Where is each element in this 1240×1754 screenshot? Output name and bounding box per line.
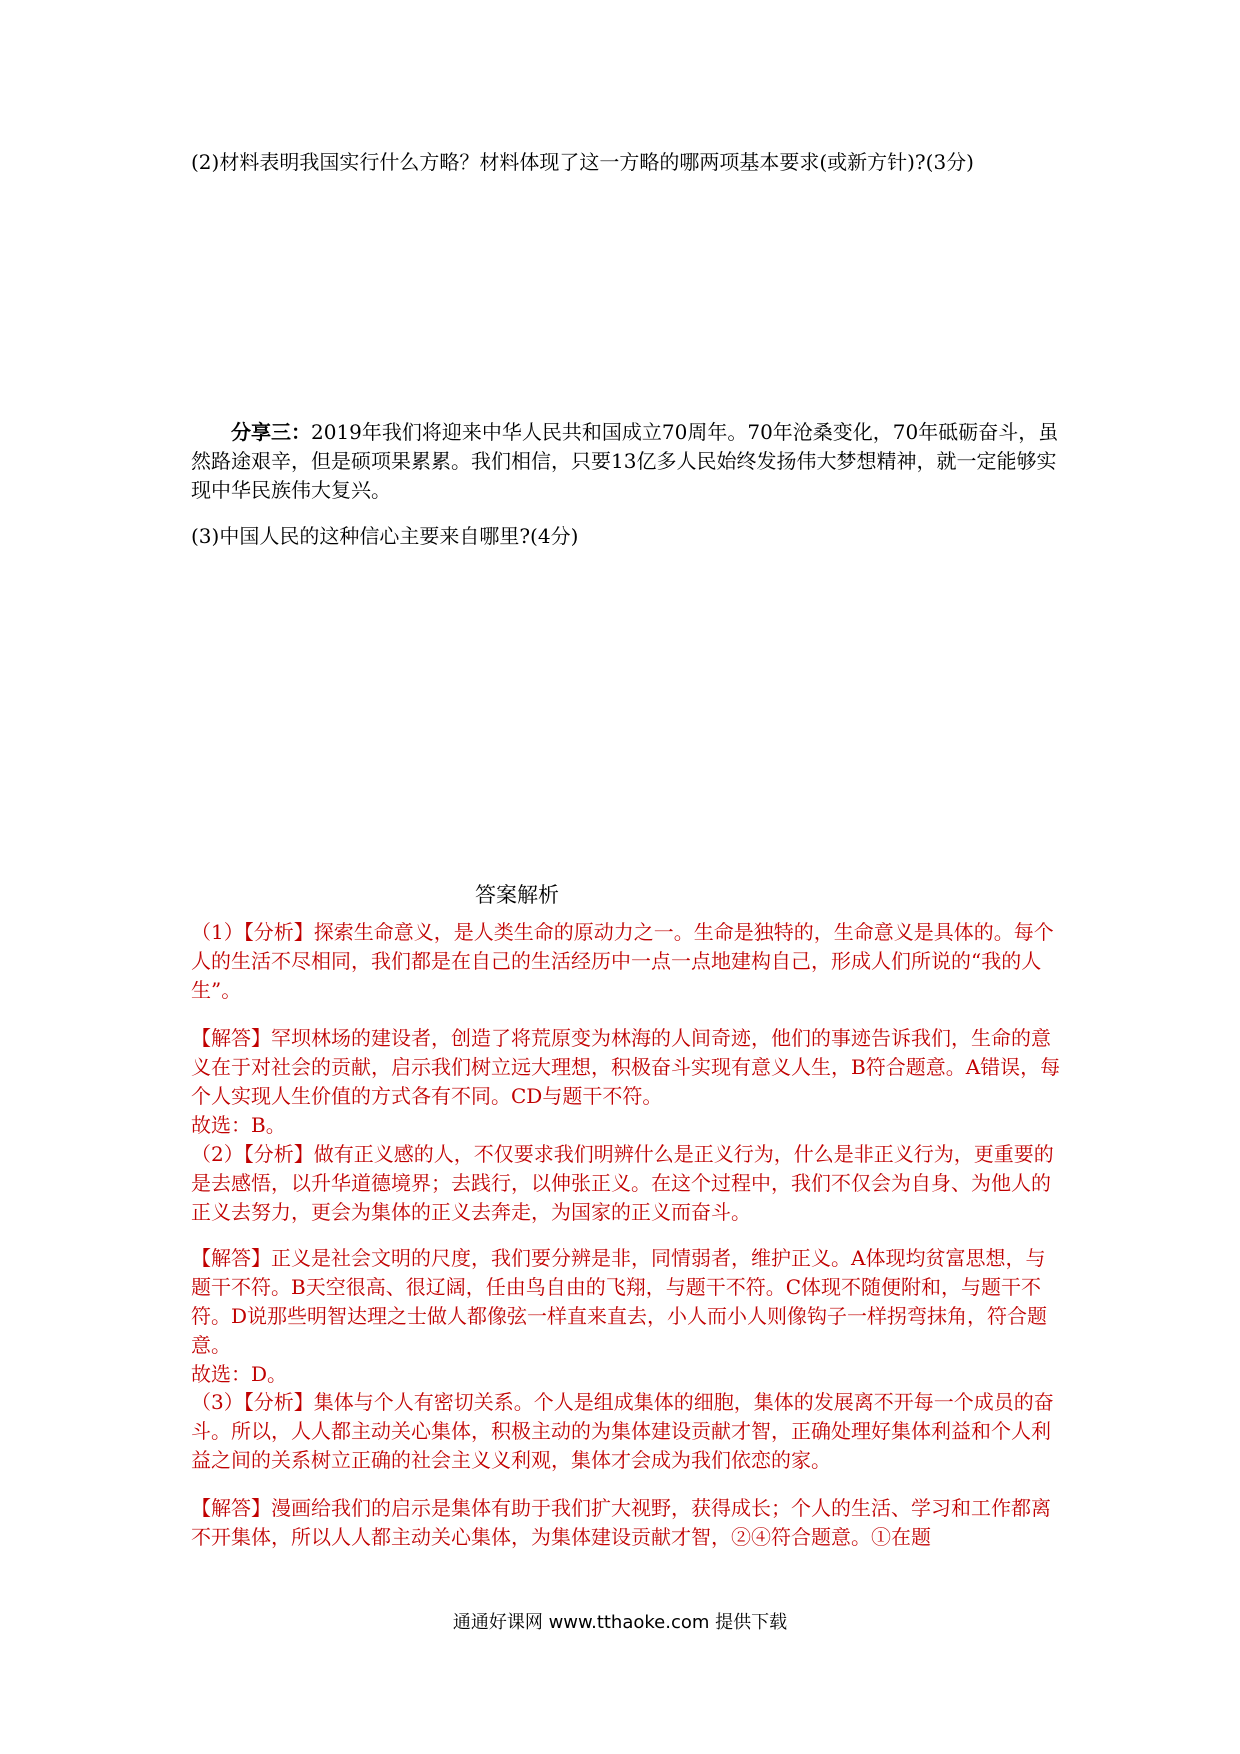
- answer-1-solution: [191, 1024, 1061, 1140]
- answer-2-solution-text: 【解答】正义是社会文明的尺度，我们要分辨是非，同情弱者，维护正义。A体现均贫富思想，与题干不符。B天空很高、很辽阔，任由鸟自由的飞翔，与题干不符。C体现不随便附和，与题干不符。D说那些明智达理之士做人都像弦一样直来直去，小人而小人则像钩子一样拐弯抹角，符合题意。: [191, 1246, 1048, 1357]
- answer-3-analysis: [191, 1388, 1061, 1475]
- question-3-text: (3)中国人民的这种信心主要来自哪里?(4分): [191, 524, 579, 548]
- share-3-paragraph: [191, 418, 1061, 505]
- answer-1-analysis-text: （1）【分析】探索生命意义，是人类生命的原动力之一。生命是独特的，生命意义是具体的。每个人的生活不尽相同，我们都是在自己的生活经历中一点一点地建构自己，形成人们所说的“我的人生”。: [191, 920, 1054, 1002]
- answer-3-solution: [191, 1494, 1061, 1552]
- answer-3-analysis-text: （3）【分析】集体与个人有密切关系。个人是组成集体的细胞，集体的发展离不开每一个成员的奋斗。所以，人人都主动关心集体，积极主动的为集体建设贡献才智，正确处理好集体利益和个人利益之间的关系树立正确的社会主义义利观，集体才会成为我们依恋的家。: [191, 1390, 1054, 1472]
- question-2-text: (2)材料表明我国实行什么方略？材料体现了这一方略的哪两项基本要求(或新方针)?(3分): [191, 150, 974, 174]
- answer-2-analysis-text: （2）【分析】做有正义感的人，不仅要求我们明辨什么是正义行为，什么是非正义行为，更重要的是去感悟，以升华道德境界；去践行，以伸张正义。在这个过程中，我们不仅会为自身、为他人的正义去努力，更会为集体的正义去奔走，为国家的正义而奋斗。: [191, 1142, 1054, 1224]
- share-3-text: 2019年我们将迎来中华人民共和国成立70周年。70年沧桑变化，70年砥砺奋斗，虽然路途艰辛，但是硕项果累累。我们相信，只要13亿多人民始终发扬伟大梦想精神，就一定能够实现中华民族伟大复兴。: [191, 420, 1059, 502]
- answer-3-solution-text: 【解答】漫画给我们的启示是集体有助于我们扩大视野，获得成长；个人的生活、学习和工作都离不开集体，所以人人都主动关心集体，为集体建设贡献才智，②④符合题意。①在题: [191, 1496, 1051, 1549]
- answer-2-solution: [191, 1244, 1061, 1389]
- answer-2-choice: 故选：D。: [191, 1362, 288, 1386]
- share-3-label: 分享三：: [231, 420, 311, 444]
- answer-1-solution-text: 【解答】罕坝林场的建设者，创造了将荒原变为林海的人间奇迹，他们的事迹告诉我们，生命的意义在于对社会的贡献，启示我们树立远大理想，积极奋斗实现有意义人生，B符合题意。A错误，每个人实现人生价值的方式各有不同。CD与题干不符。: [191, 1026, 1061, 1108]
- footer-text: 通通好课网 www.tthaoke.com 提供下载: [452, 1612, 788, 1633]
- answer-1-analysis: [191, 918, 1061, 1005]
- answer-2-analysis: [191, 1140, 1061, 1227]
- answer-1-choice: 故选：B。: [191, 1113, 286, 1137]
- answer-section-title: 答案解析: [475, 883, 559, 907]
- question-3: [191, 522, 1061, 551]
- footer: [0, 1608, 1240, 1634]
- question-2: [191, 148, 1061, 177]
